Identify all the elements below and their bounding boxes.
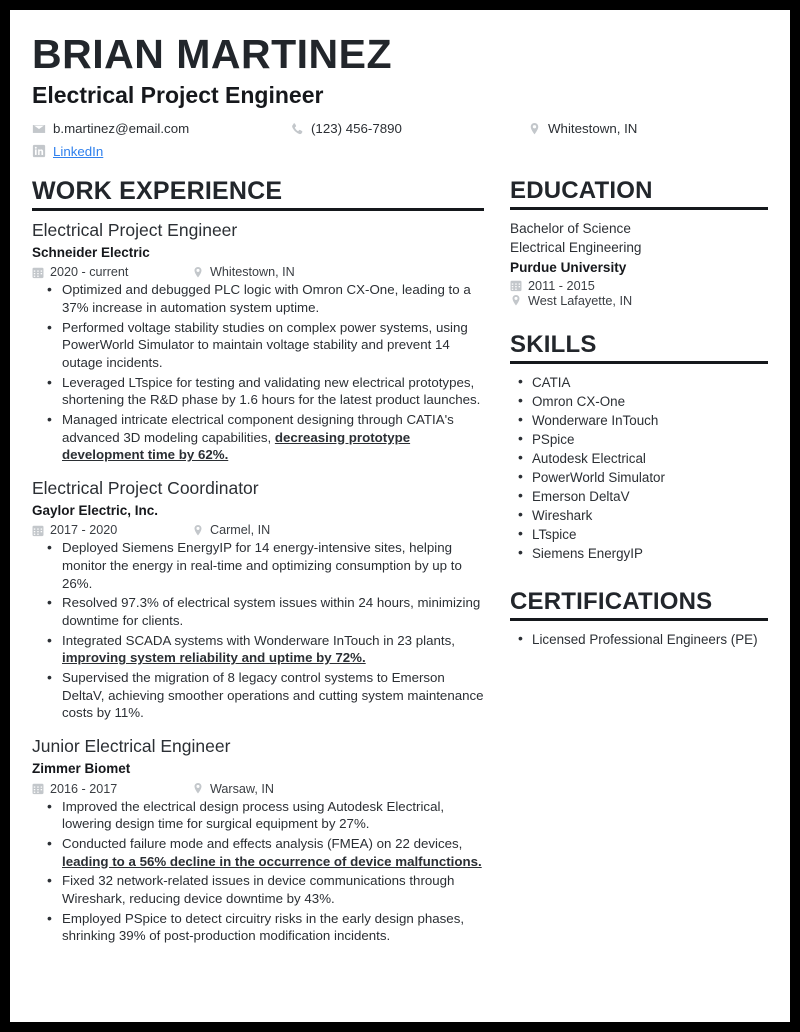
- education-dates-text: 2011 - 2015: [528, 278, 595, 293]
- education-field: Electrical Engineering: [510, 240, 642, 256]
- job-meta: [32, 782, 484, 796]
- bullet-text: Leveraged LTspice for testing and validating new electrical prototypes, shortening the R&D phase by 1.6 hours for the latest product launches.: [62, 374, 481, 408]
- certification-item: • Licensed Professional Engineers (PE): [532, 630, 768, 649]
- section-title-education: EDUCATION: [510, 176, 653, 204]
- skill-item: • Wonderware InTouch: [532, 411, 768, 430]
- skill-item: • Omron CX-One: [532, 392, 768, 411]
- bullet-text: Integrated SCADA systems with Wonderware InTouch in 23 plants,: [62, 632, 455, 648]
- contact-phone-text: (123) 456-7890: [311, 121, 402, 137]
- job-bullet: [62, 669, 484, 722]
- job-bullet: [62, 411, 484, 464]
- section-divider: [510, 207, 768, 210]
- job-bullet: [62, 910, 484, 945]
- job-bullet: [62, 374, 484, 409]
- job-location-text: Carmel, IN: [210, 523, 271, 538]
- education-entry: [510, 219, 768, 308]
- job-title: Junior Electrical Engineer: [32, 736, 231, 757]
- right-column: [510, 178, 768, 649]
- contact-phone[interactable]: [290, 120, 528, 137]
- job-entry: [32, 220, 484, 464]
- map-pin-icon: [192, 782, 204, 795]
- bullet-highlight: decreasing prototype development time by 62%.: [62, 429, 411, 463]
- candidate-headline: Electrical Project Engineer: [32, 81, 324, 108]
- job-bullet: [62, 319, 484, 372]
- job-bullet-list: [32, 281, 484, 464]
- job-bullet: [62, 798, 484, 833]
- contact-location-text: Whitestown, IN: [548, 121, 638, 137]
- map-pin-icon: [192, 524, 204, 537]
- calendar-icon: [32, 266, 44, 279]
- candidate-name: BRIAN MARTINEZ: [32, 31, 393, 77]
- section-title-work-experience: WORK EXPERIENCE: [32, 176, 283, 205]
- job-bullet: [62, 281, 484, 316]
- contact-row-secondary: [32, 143, 768, 160]
- education-school: Purdue University: [510, 260, 627, 276]
- section-title-skills: SKILLS: [510, 330, 597, 358]
- job-entry: [32, 736, 484, 945]
- bullet-text: Managed intricate electrical component designing through CATIA's advanced 3D modeling capabilities,: [62, 411, 454, 445]
- section-divider: [32, 208, 484, 211]
- job-location: [192, 523, 270, 537]
- job-dates-text: 2017 - 2020: [50, 523, 118, 538]
- job-dates-text: 2020 - current: [50, 265, 129, 280]
- job-entry: [32, 478, 484, 722]
- job-meta: [32, 523, 484, 537]
- calendar-icon: [32, 782, 44, 795]
- skill-item: • LTspice: [532, 525, 768, 544]
- education-location: [510, 294, 768, 308]
- bullet-text: Deployed Siemens EnergyIP for 14 energy-intensive sites, helping monitor the energy in real-time and optimizing consumption by up to 26%.: [62, 540, 462, 591]
- contact-row-primary: [32, 120, 768, 137]
- job-company: Zimmer Biomet: [32, 760, 131, 776]
- job-dates: [32, 265, 192, 279]
- linkedin-link[interactable]: LinkedIn: [53, 143, 104, 159]
- job-bullet: [62, 835, 484, 870]
- job-company: Schneider Electric: [32, 244, 150, 260]
- skill-item: • Autodesk Electrical: [532, 449, 768, 468]
- bullet-text: Employed PSpice to detect circuitry risks in the early design phases, shrinking 39% of post-production modification incidents.: [62, 910, 465, 944]
- map-pin-icon: [510, 294, 522, 307]
- skills-list: [510, 373, 768, 563]
- map-pin-icon: [192, 266, 204, 279]
- skill-item: • Emerson DeltaV: [532, 487, 768, 506]
- spacer: [510, 308, 768, 332]
- job-location: [192, 265, 295, 279]
- job-title: Electrical Project Coordinator: [32, 477, 259, 498]
- job-title: Electrical Project Engineer: [32, 219, 238, 240]
- job-location: [192, 782, 274, 796]
- bullet-text: Resolved 97.3% of electrical system issues within 24 hours, minimizing downtime for clients.: [62, 595, 481, 629]
- skill-item: • Siemens EnergyIP: [532, 544, 768, 563]
- contact-location: [528, 120, 637, 137]
- education-dates: [510, 279, 768, 293]
- skill-item: • CATIA: [532, 373, 768, 392]
- job-dates-text: 2016 - 2017: [50, 781, 118, 796]
- resume-header: [10, 10, 790, 160]
- job-dates: [32, 523, 192, 537]
- bullet-text: Improved the electrical design process using Autodesk Electrical, lowering design time for surgical equipment by 27%.: [62, 798, 445, 832]
- job-meta: [32, 265, 484, 279]
- job-location-text: Whitestown, IN: [210, 265, 295, 280]
- calendar-icon: [510, 279, 522, 292]
- job-bullet: [62, 594, 484, 629]
- job-dates: [32, 782, 192, 796]
- calendar-icon: [32, 524, 44, 537]
- skill-item: • PSpice: [532, 430, 768, 449]
- certifications-list: [510, 630, 768, 649]
- bullet-highlight: improving system reliability and uptime by 72%.: [62, 650, 366, 666]
- bullet-highlight: leading to a 56% decline in the occurrence of device malfunctions.: [62, 853, 482, 869]
- left-column: [32, 178, 484, 959]
- linkedin-icon: [32, 144, 46, 158]
- job-bullet-list: [32, 798, 484, 945]
- resume-body: [10, 178, 790, 959]
- education-location-text: West Lafayette, IN: [528, 293, 633, 308]
- phone-icon: [290, 122, 304, 136]
- contact-info: [32, 120, 768, 160]
- job-bullet: [62, 872, 484, 907]
- job-bullet: [62, 632, 484, 667]
- contact-linkedin[interactable]: [32, 143, 290, 160]
- job-bullet: [62, 539, 484, 592]
- contact-email[interactable]: [32, 120, 290, 137]
- bullet-text: Fixed 32 network-related issues in device communications through Wireshark, reducing device downtime by 43%.: [62, 873, 455, 906]
- job-bullet-list: [32, 539, 484, 722]
- section-title-certifications: CERTIFICATIONS: [510, 588, 713, 616]
- education-degree: Bachelor of Science: [510, 220, 631, 236]
- job-location-text: Warsaw, IN: [210, 781, 274, 796]
- skill-item: • Wireshark: [532, 506, 768, 525]
- section-divider: [510, 361, 768, 364]
- resume-page: [10, 10, 790, 1022]
- contact-email-text: b.martinez@email.com: [53, 121, 190, 137]
- bullet-text: Optimized and debugged PLC logic with Omron CX-One, leading to a 37% increase in automation system uptime.: [62, 282, 471, 315]
- section-divider: [510, 618, 768, 621]
- job-company: Gaylor Electric, Inc.: [32, 502, 159, 518]
- map-pin-icon: [528, 122, 541, 136]
- skill-item: • PowerWorld Simulator: [532, 468, 768, 487]
- bullet-text: Conducted failure mode and effects analysis (FMEA) on 22 devices,: [62, 835, 463, 851]
- work-experience-list: [32, 220, 484, 945]
- bullet-text: Supervised the migration of 8 legacy control systems to Emerson DeltaV, achieving smoother operations and cutting system maintenance costs by 11%.: [62, 670, 484, 721]
- bullet-text: Performed voltage stability studies on complex power systems, using PowerWorld Simulator to maintain voltage stability and prevent 14 outage incidents.: [62, 319, 468, 370]
- envelope-icon: [32, 122, 46, 136]
- spacer: [510, 563, 768, 589]
